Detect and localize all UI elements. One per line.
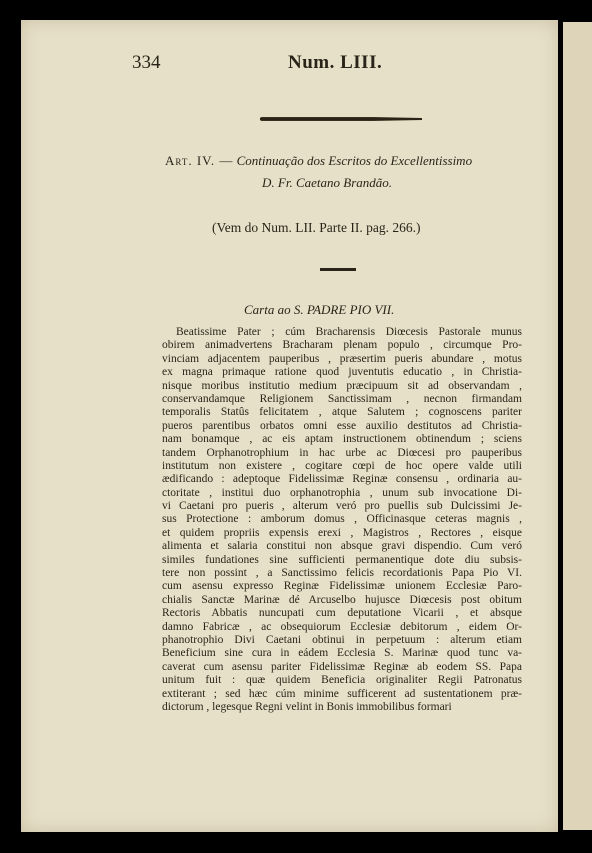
body-line: ctoritate , institui duo orphanotrophia , unum sub invocatione Di- — [162, 486, 522, 499]
body-line: obirem animadvertens Bracharam plenam populo , circumque Pro- — [162, 339, 522, 352]
continuation-note: (Vem do Num. LII. Parte II. pag. 266.) — [212, 220, 421, 235]
body-line: pueros parentibus orbatos omni esse auxilio destitutos ad Christia- — [162, 419, 522, 432]
body-line: nam bonamque , ac eis aptam instructionem obtinendum ; sciens — [162, 433, 522, 446]
article-title-line-2: D. Fr. Caetano Brandão. — [262, 175, 392, 190]
body-line: Beneficium sine cura in eádem Ecclesia S. Marinæ quod tunc va- — [162, 647, 522, 660]
body-line: nisque moribus institutio medium præcipuum sit ad observandam , — [162, 379, 522, 392]
article-label: Art. IV. — — [165, 153, 234, 168]
body-line: cum asensu expresso Reginæ Fidelissimæ unionem Ecclesiæ Paro- — [162, 580, 522, 593]
body-line: alimenta et salaria constitui non absque gravi dispendio. Cum veró — [162, 540, 522, 553]
adjacent-page-edge — [563, 22, 592, 830]
article-heading — [120, 150, 490, 194]
body-line: chialis Sanctæ Marinæ dé Arcuselbo hujusce Diœcesis post obitum — [162, 593, 522, 606]
body-line: institutum non existere , cogitare cœpi de hoc opere valde utili — [162, 459, 522, 472]
body-line: damno Fabricæ , ac obsequiorum Ecclesiæ debitorum , eidem Or- — [162, 620, 522, 633]
body-line: similes fundationes sine sufficienti permanentique dote diu subsis- — [162, 553, 522, 566]
body-line: vinciam adjacentem pauperibus , præsertim pueris abundare , motus — [162, 352, 522, 365]
body-line: Beatissime Pater ; cúm Bracharensis Diœcesis Pastorale munus — [176, 326, 522, 338]
body-line: vi Caetani pro pueris , alterum veró pro puellis sub Dulcissimi Je- — [162, 500, 522, 513]
body-line: caverat cum asensu pariter Fidelissimæ Reginæ ab eodem SS. Papa — [162, 660, 522, 673]
article-heading-line-1 — [120, 150, 490, 172]
letter-body — [162, 326, 522, 714]
header-rule — [260, 117, 422, 121]
body-line: dictorum , legesque Regni velint in Bonis immobilibus formari — [162, 700, 452, 713]
body-line: sus Protectione : amborum domus , Officinasque ceteras magnis , — [162, 513, 522, 526]
issue-title: Num. LIII. — [288, 52, 383, 73]
page-number: 334 — [132, 52, 161, 73]
page-header — [132, 52, 392, 82]
body-line: tere non possint , a Sanctissimo felicis recordationis Papa Pio VI. — [162, 567, 522, 580]
body-line: ex magna primaque ratione quod juventutis educatio , in Christia- — [162, 366, 522, 379]
body-line: temporalis Statûs felicitatem , atque Salutem ; cognoscens pariter — [162, 406, 522, 419]
body-line: ædificando : adeptoque Fidelissimæ Reginæ consensu , ordinaria au- — [162, 473, 522, 486]
section-rule — [320, 268, 356, 271]
body-line: unitum fuit : quæ quidem Beneficia originaliter Regii Patronatus — [162, 674, 522, 687]
article-title-line-1: Continuação dos Escritos do Excellentissimo — [236, 153, 473, 168]
body-line: phanotrophio Divi Caetani obtinui in perpetuum : alterum etiam — [162, 633, 522, 646]
letter-title: Carta ao S. PADRE PIO VII. — [244, 302, 395, 317]
body-line: tandem Orphanotrophium in hac urbe ac Diœcesi pro pauperibus — [162, 446, 522, 459]
body-line: extiterant ; sed hæc cúm minime sufficerent ad sustentationem præ- — [162, 687, 522, 700]
body-line: et quidem propriis expensis erexi , Magistros , Rectores , eisque — [162, 526, 522, 539]
body-line: conservandamque Religionem Sanctissimam , necnon firmandam — [162, 392, 522, 405]
body-line: Rectoris Abbatis nuncupati cum deputatione Vicarii , et absque — [162, 607, 522, 620]
